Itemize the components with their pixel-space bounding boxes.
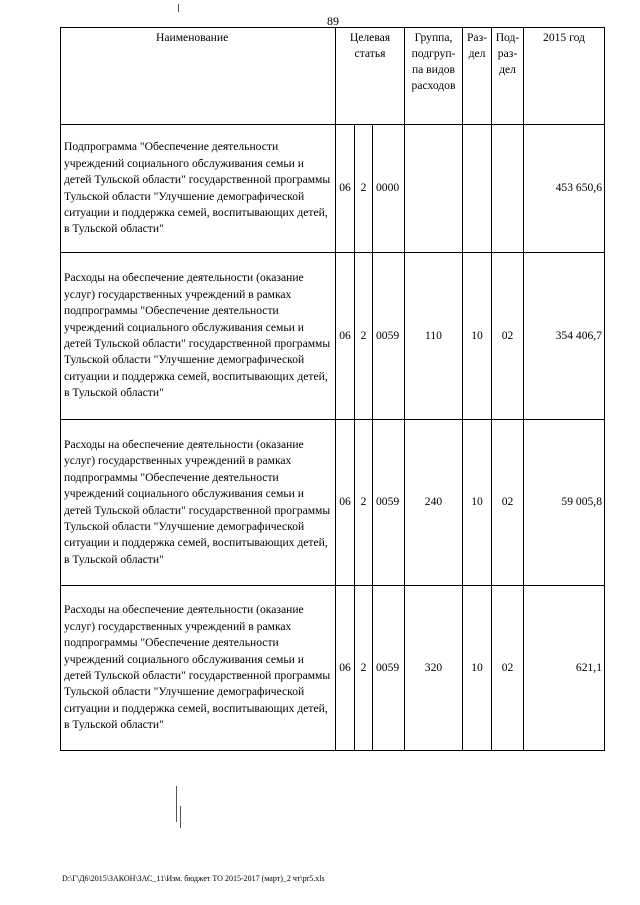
row-amount: 621,1 [524,586,605,751]
row-subprogram-code: 2 [355,586,373,751]
scan-artifact-line [176,786,177,822]
row-direction-code: 0059 [373,586,405,751]
row-name: Расходы на обеспечение деятельности (оказание услуг) государственных учреждений в рамках подпрограммы "Обеспечение деятельности учреждений социального обслуживания семьи и детей Тульской области" государственной программы Тульской области "Улучшение демографической ситуации и поддержка семей, воспитывающих детей, в Тульской области" [61,253,336,420]
row-program-code: 06 [336,420,355,586]
page-number: 89 [327,14,339,28]
row-amount: 354 406,7 [524,253,605,420]
header-year-2015: 2015 год [524,28,605,125]
budget-table [60,27,605,751]
row-subprogram-code: 2 [355,253,373,420]
row-subprogram-code: 2 [355,420,373,586]
row-direction-code: 0059 [373,253,405,420]
row-program-code: 06 [336,125,355,253]
row-expense-group: 110 [405,253,463,420]
row-amount: 453 650,6 [524,125,605,253]
row-section: 10 [463,586,492,751]
row-amount: 59 005,8 [524,420,605,586]
row-subsection [492,125,524,253]
row-subsection: 02 [492,253,524,420]
table-row [61,420,605,586]
row-program-code: 06 [336,586,355,751]
row-name: Расходы на обеспечение деятельности (оказание услуг) государственных учреждений в рамках подпрограммы "Обеспечение деятельности учреждений социального обслуживания семьи и детей Тульской области" государственной программы Тульской области "Улучшение демографической ситуации и поддержка семей, воспитывающих детей, в Тульской области" [61,420,336,586]
row-name: Расходы на обеспечение деятельности (оказание услуг) государственных учреждений в рамках подпрограммы "Обеспечение деятельности учреждений социального обслуживания семьи и детей Тульской области" государственной программы Тульской области "Улучшение демографической ситуации и поддержка семей, воспитывающих детей, в Тульской области" [61,586,336,751]
header-subsection: Под- раз- дел [492,28,524,125]
row-section: 10 [463,420,492,586]
footer-file-path: D:\Г\Д6\2015\ЗАКОН\ЗАС_11\Изм. бюджет ТО 2015-2017 (март)_2 чт\pr5.xls [62,874,325,883]
table-row [61,253,605,420]
row-name: Подпрограмма "Обеспечение деятельности учреждений социального обслуживания семьи и детей Тульской области" государственной программы Тульской области "Улучшение демографической ситуации и поддержка семей, воспитывающих детей, в Тульской области" [61,125,336,253]
row-direction-code: 0059 [373,420,405,586]
row-expense-group [405,125,463,253]
row-section: 10 [463,253,492,420]
header-target-article: Целевая статья [336,28,405,125]
row-program-code: 06 [336,253,355,420]
header-expense-group: Группа, подгруп- па видов расходов [405,28,463,125]
row-subsection: 02 [492,586,524,751]
scan-artifact-line [180,806,181,828]
row-direction-code: 0000 [373,125,405,253]
table-row [61,586,605,751]
header-name: Наименование [61,28,336,125]
row-expense-group: 320 [405,586,463,751]
row-subsection: 02 [492,420,524,586]
row-section [463,125,492,253]
row-expense-group: 240 [405,420,463,586]
header-section: Раз- дел [463,28,492,125]
scan-artifact-line [178,4,179,12]
header-row [61,28,605,125]
table-row [61,125,605,253]
row-subprogram-code: 2 [355,125,373,253]
